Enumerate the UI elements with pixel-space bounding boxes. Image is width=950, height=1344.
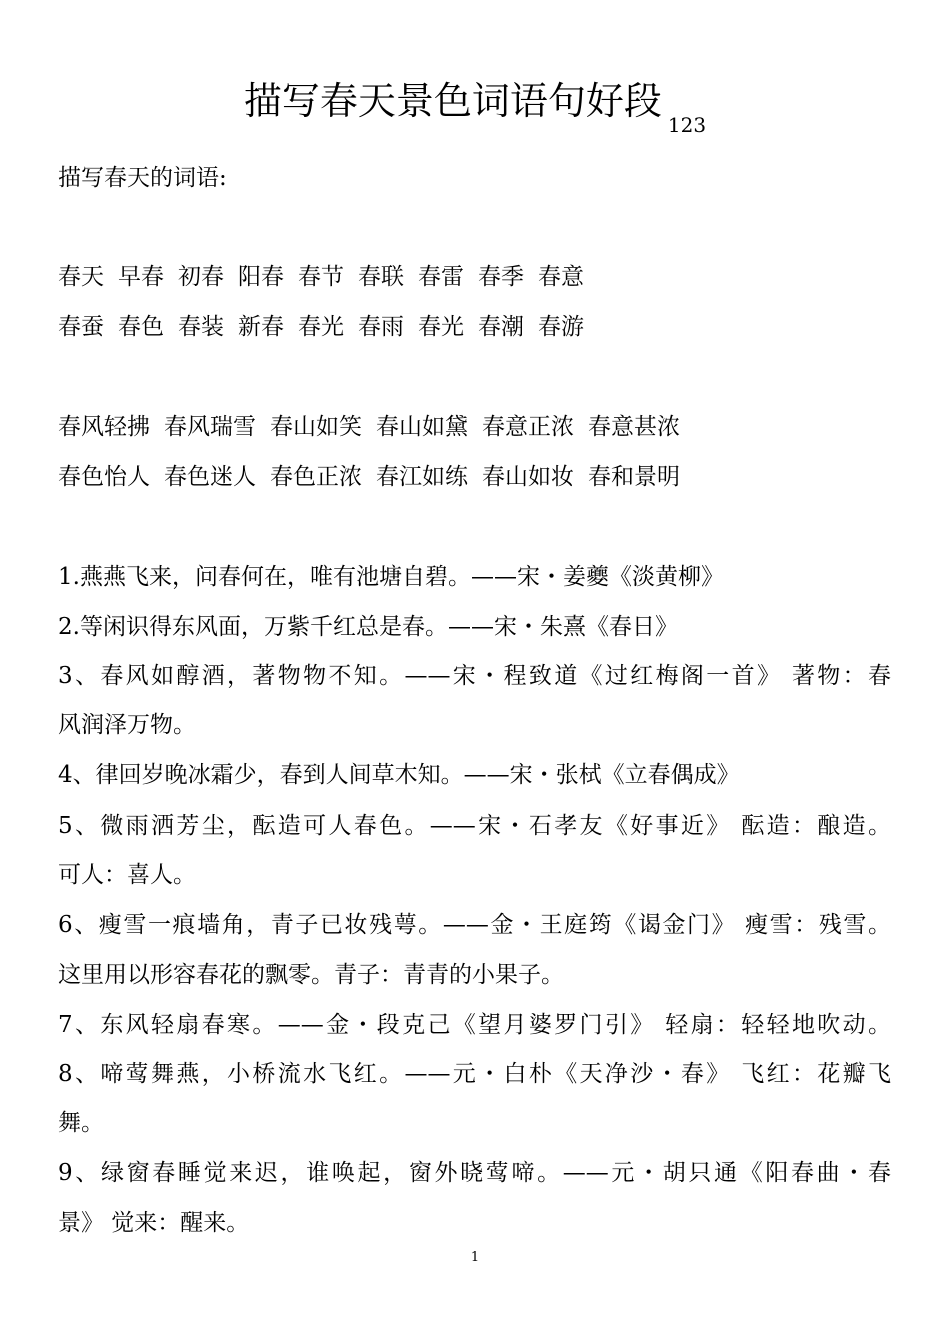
word: 春色 <box>118 314 164 340</box>
section-subtitle: 描写春天的词语: <box>58 165 227 191</box>
word: 春雷 <box>418 264 464 290</box>
word: 春蚕 <box>58 314 104 340</box>
verse-line: 5、微雨洒芳尘，酝造可人春色。——宋・石孝友《好事近》 酝造：酿造。 <box>58 813 891 839</box>
word: 春光 <box>418 314 464 340</box>
verse-line: 9、绿窗春睡觉来迟，谁唤起，窗外晓莺啼。——元・胡只通《阳春曲・春 <box>58 1160 891 1186</box>
verse-line: 景》 觉来：醒来。 <box>58 1210 250 1236</box>
word: 春光 <box>298 314 344 340</box>
words-row-1 <box>58 262 598 292</box>
word: 早春 <box>118 264 164 290</box>
idioms-row-1 <box>58 412 694 442</box>
idiom: 春色正浓 <box>270 464 362 490</box>
verse-line: 这里用以形容春花的飘零。青子：青青的小果子。 <box>58 962 564 988</box>
word: 春联 <box>358 264 404 290</box>
idiom: 春山如笑 <box>270 414 362 440</box>
idiom: 春色迷人 <box>164 464 256 490</box>
idiom: 春意甚浓 <box>588 414 680 440</box>
verse-line: 4、律回岁晚冰霜少，春到人间草木知。——宋・张栻《立春偶成》 <box>58 762 740 788</box>
word: 春天 <box>58 264 104 290</box>
word: 阳春 <box>238 264 284 290</box>
verse-line: 7、东风轻扇春寒。——金・段克己《望月婆罗门引》 轻扇：轻轻地吹动。 <box>58 1012 891 1038</box>
idiom: 春山如黛 <box>376 414 468 440</box>
word: 新春 <box>238 314 284 340</box>
verse-line: 8、啼莺舞燕，小桥流水飞红。——元・白朴《天净沙・春》 飞红：花瓣飞 <box>58 1061 891 1087</box>
word: 春雨 <box>358 314 404 340</box>
idiom: 春意正浓 <box>482 414 574 440</box>
page-number: 1 <box>470 1250 480 1265</box>
idiom: 春江如练 <box>376 464 468 490</box>
idiom: 春风瑞雪 <box>164 414 256 440</box>
verse-line: 3、春风如醇酒，著物物不知。——宋・程致道《过红梅阁一首》 著物：春 <box>58 663 891 689</box>
idioms-row-2 <box>58 462 694 492</box>
idiom: 春山如妆 <box>482 464 574 490</box>
word: 春装 <box>178 314 224 340</box>
title-suffix: 123 <box>667 113 707 137</box>
word: 春节 <box>298 264 344 290</box>
verse-line: 可人：喜人。 <box>58 862 196 888</box>
verse-line: 2.等闲识得东风面，万紫千红总是春。——宋・朱熹《春日》 <box>58 614 678 640</box>
words-row-2 <box>58 312 598 342</box>
word: 春意 <box>538 264 584 290</box>
verse-line: 6、瘦雪一痕墙角，青子已妆残萼。——金・王庭筠《谒金门》 瘦雪：残雪。 <box>58 912 891 938</box>
word: 春游 <box>538 314 584 340</box>
word: 春季 <box>478 264 524 290</box>
verse-line: 1.燕燕飞来，问春何在，唯有池塘自碧。——宋・姜夔《淡黄柳》 <box>58 564 724 590</box>
idiom: 春风轻拂 <box>58 414 150 440</box>
title-main: 描写春天景色词语句好段 <box>243 79 662 123</box>
verse-line: 风润泽万物。 <box>58 712 196 738</box>
idiom: 春色怡人 <box>58 464 150 490</box>
word: 春潮 <box>478 314 524 340</box>
page-title <box>0 76 950 137</box>
verse-line: 舞。 <box>58 1110 104 1136</box>
idiom: 春和景明 <box>588 464 680 490</box>
word: 初春 <box>178 264 224 290</box>
